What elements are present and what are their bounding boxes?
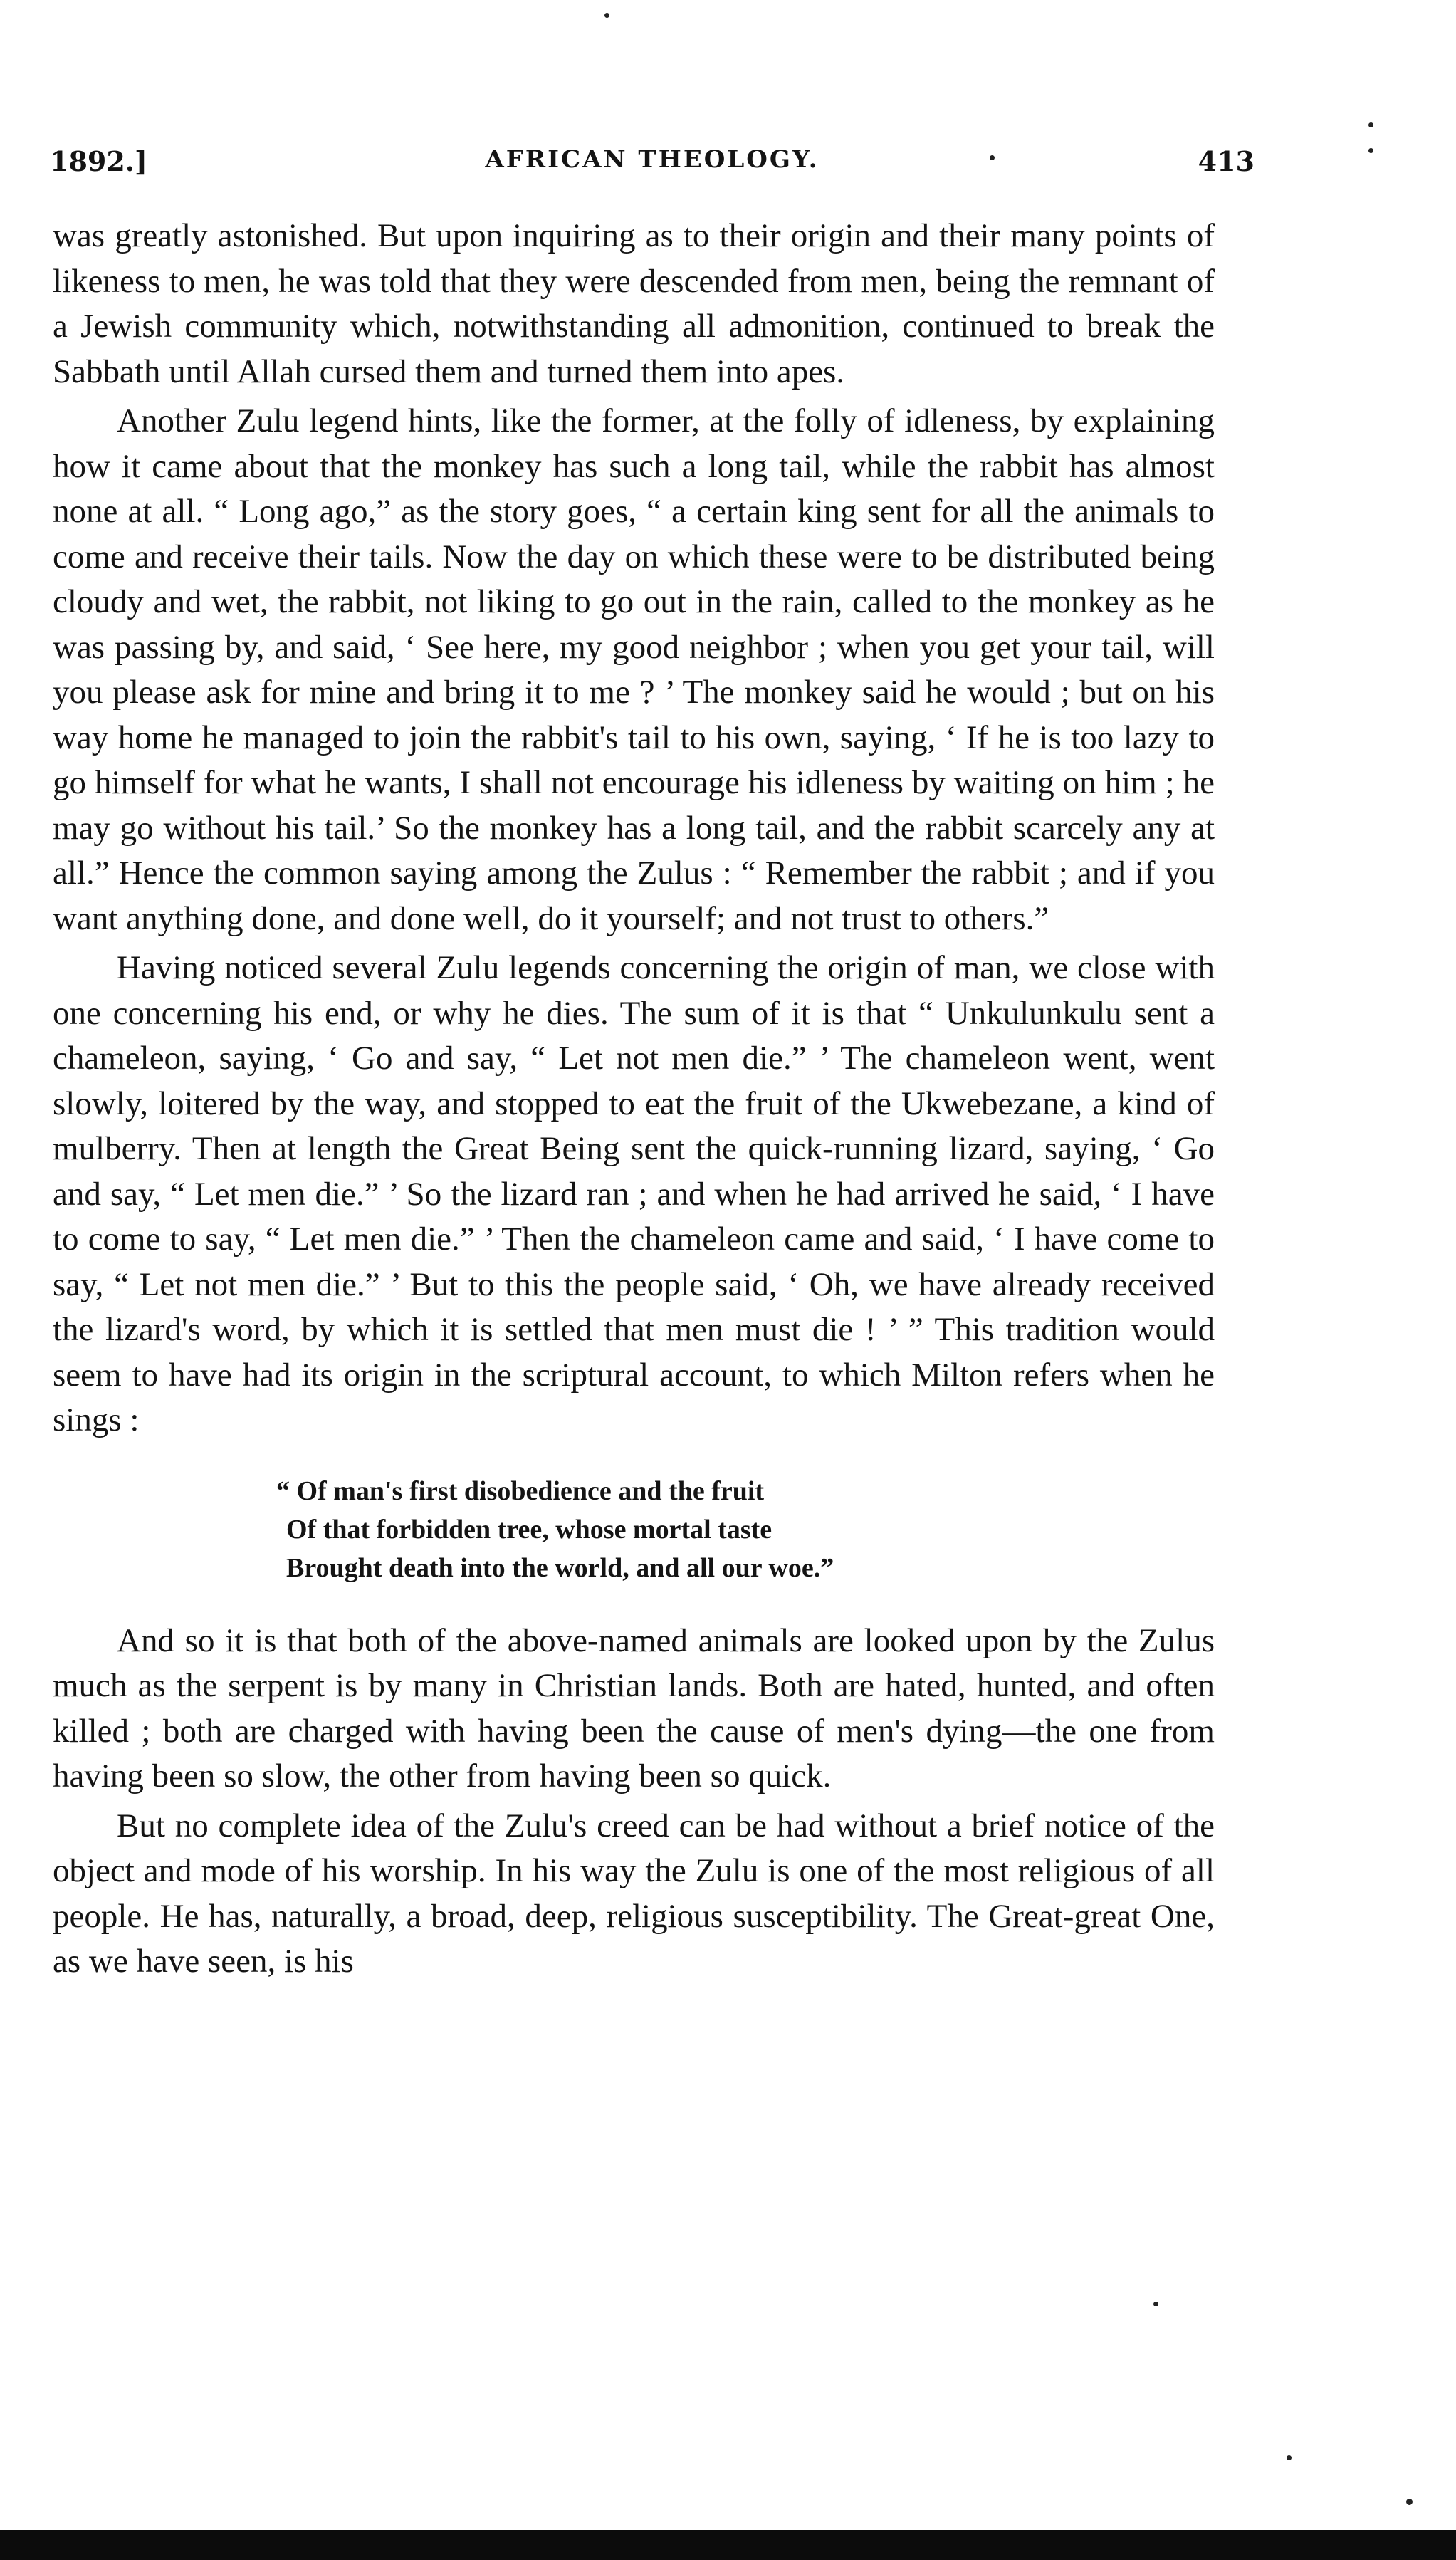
running-title: AFRICAN THEOLOGY. <box>485 145 819 174</box>
page-body <box>53 214 1215 1985</box>
verse-line: Brought death into the world, and all our woe.” <box>286 1552 834 1583</box>
scan-speck <box>1368 148 1373 153</box>
paragraph-chameleon-legend: Having noticed several Zulu legends concerning the origin of man, we close with one concerning his end, or why he dies. The sum of it is that “ Unkulunkulu sent a chameleon, saying, ‘ Go and say, “ Let not men die.” ’ The chameleon went, went slowly, loitered by the way, and stopped to eat the fruit of the Ukwebezane, a kind of mulberry. Then at length the Great Being sent the quick-running lizard, saying, ‘ Go and say, “ Let men die.” ’ So the lizard ran ; and when he had arrived he said, ‘ I have to come to say, “ Let men die.” ’ Then the chameleon came and said, ‘ I have come to say, “ Let not men die.” ’ But to this the people said, ‘ Oh, we have already received the lizard's word, by which it is settled that men must die ! ’ ” This tradition would seem to have had its origin in the scriptural account, to which Milton refers when he sings : <box>53 949 1215 1438</box>
verse-line: “ Of man's first disobedience and the fruit <box>276 1475 765 1506</box>
paragraph-worship: But no complete idea of the Zulu's creed can be had without a brief notice of the object and mode of his worship. In his way the Zulu is one of the most religious of all people. He has, naturally, a broad, deep, religious susceptibility. The Great-great One, as we have seen, is his <box>53 1807 1215 1980</box>
scan-speck <box>1406 2499 1413 2505</box>
page-number: 413 <box>1198 145 1255 177</box>
paragraph-rabbit-legend: Another Zulu legend hints, like the former, at the folly of idleness, by explaining how it came about that the monkey has such a long tail, while the rabbit has almost none at all. “ Long ago,” as the story goes, “ a certain king sent for all the animals to come and receive their tails. Now the day on which these were to be distributed being cloudy and wet, the rabbit, not liking to go out in the rain, called to the monkey as he was passing by, and said, ‘ See here, my good neighbor ; when you get your tail, will you please ask for mine and bring it to me ? ’ The monkey said he would ; but on his way home he managed to join the rabbit's tail to his own, saying, ‘ If he is too lazy to go himself for what he wants, I shall not encourage his idleness by waiting on him ; he may go without his tail.’ So the monkey has a long tail, and the rabbit scarcely any at all.” Hence the common saying among the Zulus : “ Remember the rabbit ; and if you want anything done, and done well, do it yourself; and not trust to others.” <box>53 402 1215 937</box>
scan-speck <box>1368 122 1373 127</box>
milton-quotation <box>276 1472 1215 1587</box>
scan-speck <box>604 13 609 18</box>
scan-speck <box>990 155 995 160</box>
running-header <box>50 145 1255 188</box>
verse-line: Of that forbidden tree, whose mortal taste <box>286 1514 772 1545</box>
header-year: 1892.] <box>50 145 147 177</box>
scan-speck <box>1153 2302 1158 2306</box>
scan-speck <box>1287 2455 1292 2460</box>
scan-bottom-edge <box>0 2530 1456 2560</box>
paragraph-continuation: was greatly astonished. But upon inquiring as to their origin and their many points of likeness to men, he was told that they were descended from men, being the remnant of a Jewish community which, notwithstanding all admonition, continued to break the Sabbath until Allah cursed them and turned them into apes. <box>53 217 1215 390</box>
paragraph-animals: And so it is that both of the above-named animals are looked upon by the Zulus much as the serpent is by many in Christian lands. Both are hated, hunted, and often killed ; both are charged with having been the cause of men's dying—the one from having been so slow, the other from having been so quick. <box>53 1621 1215 1794</box>
